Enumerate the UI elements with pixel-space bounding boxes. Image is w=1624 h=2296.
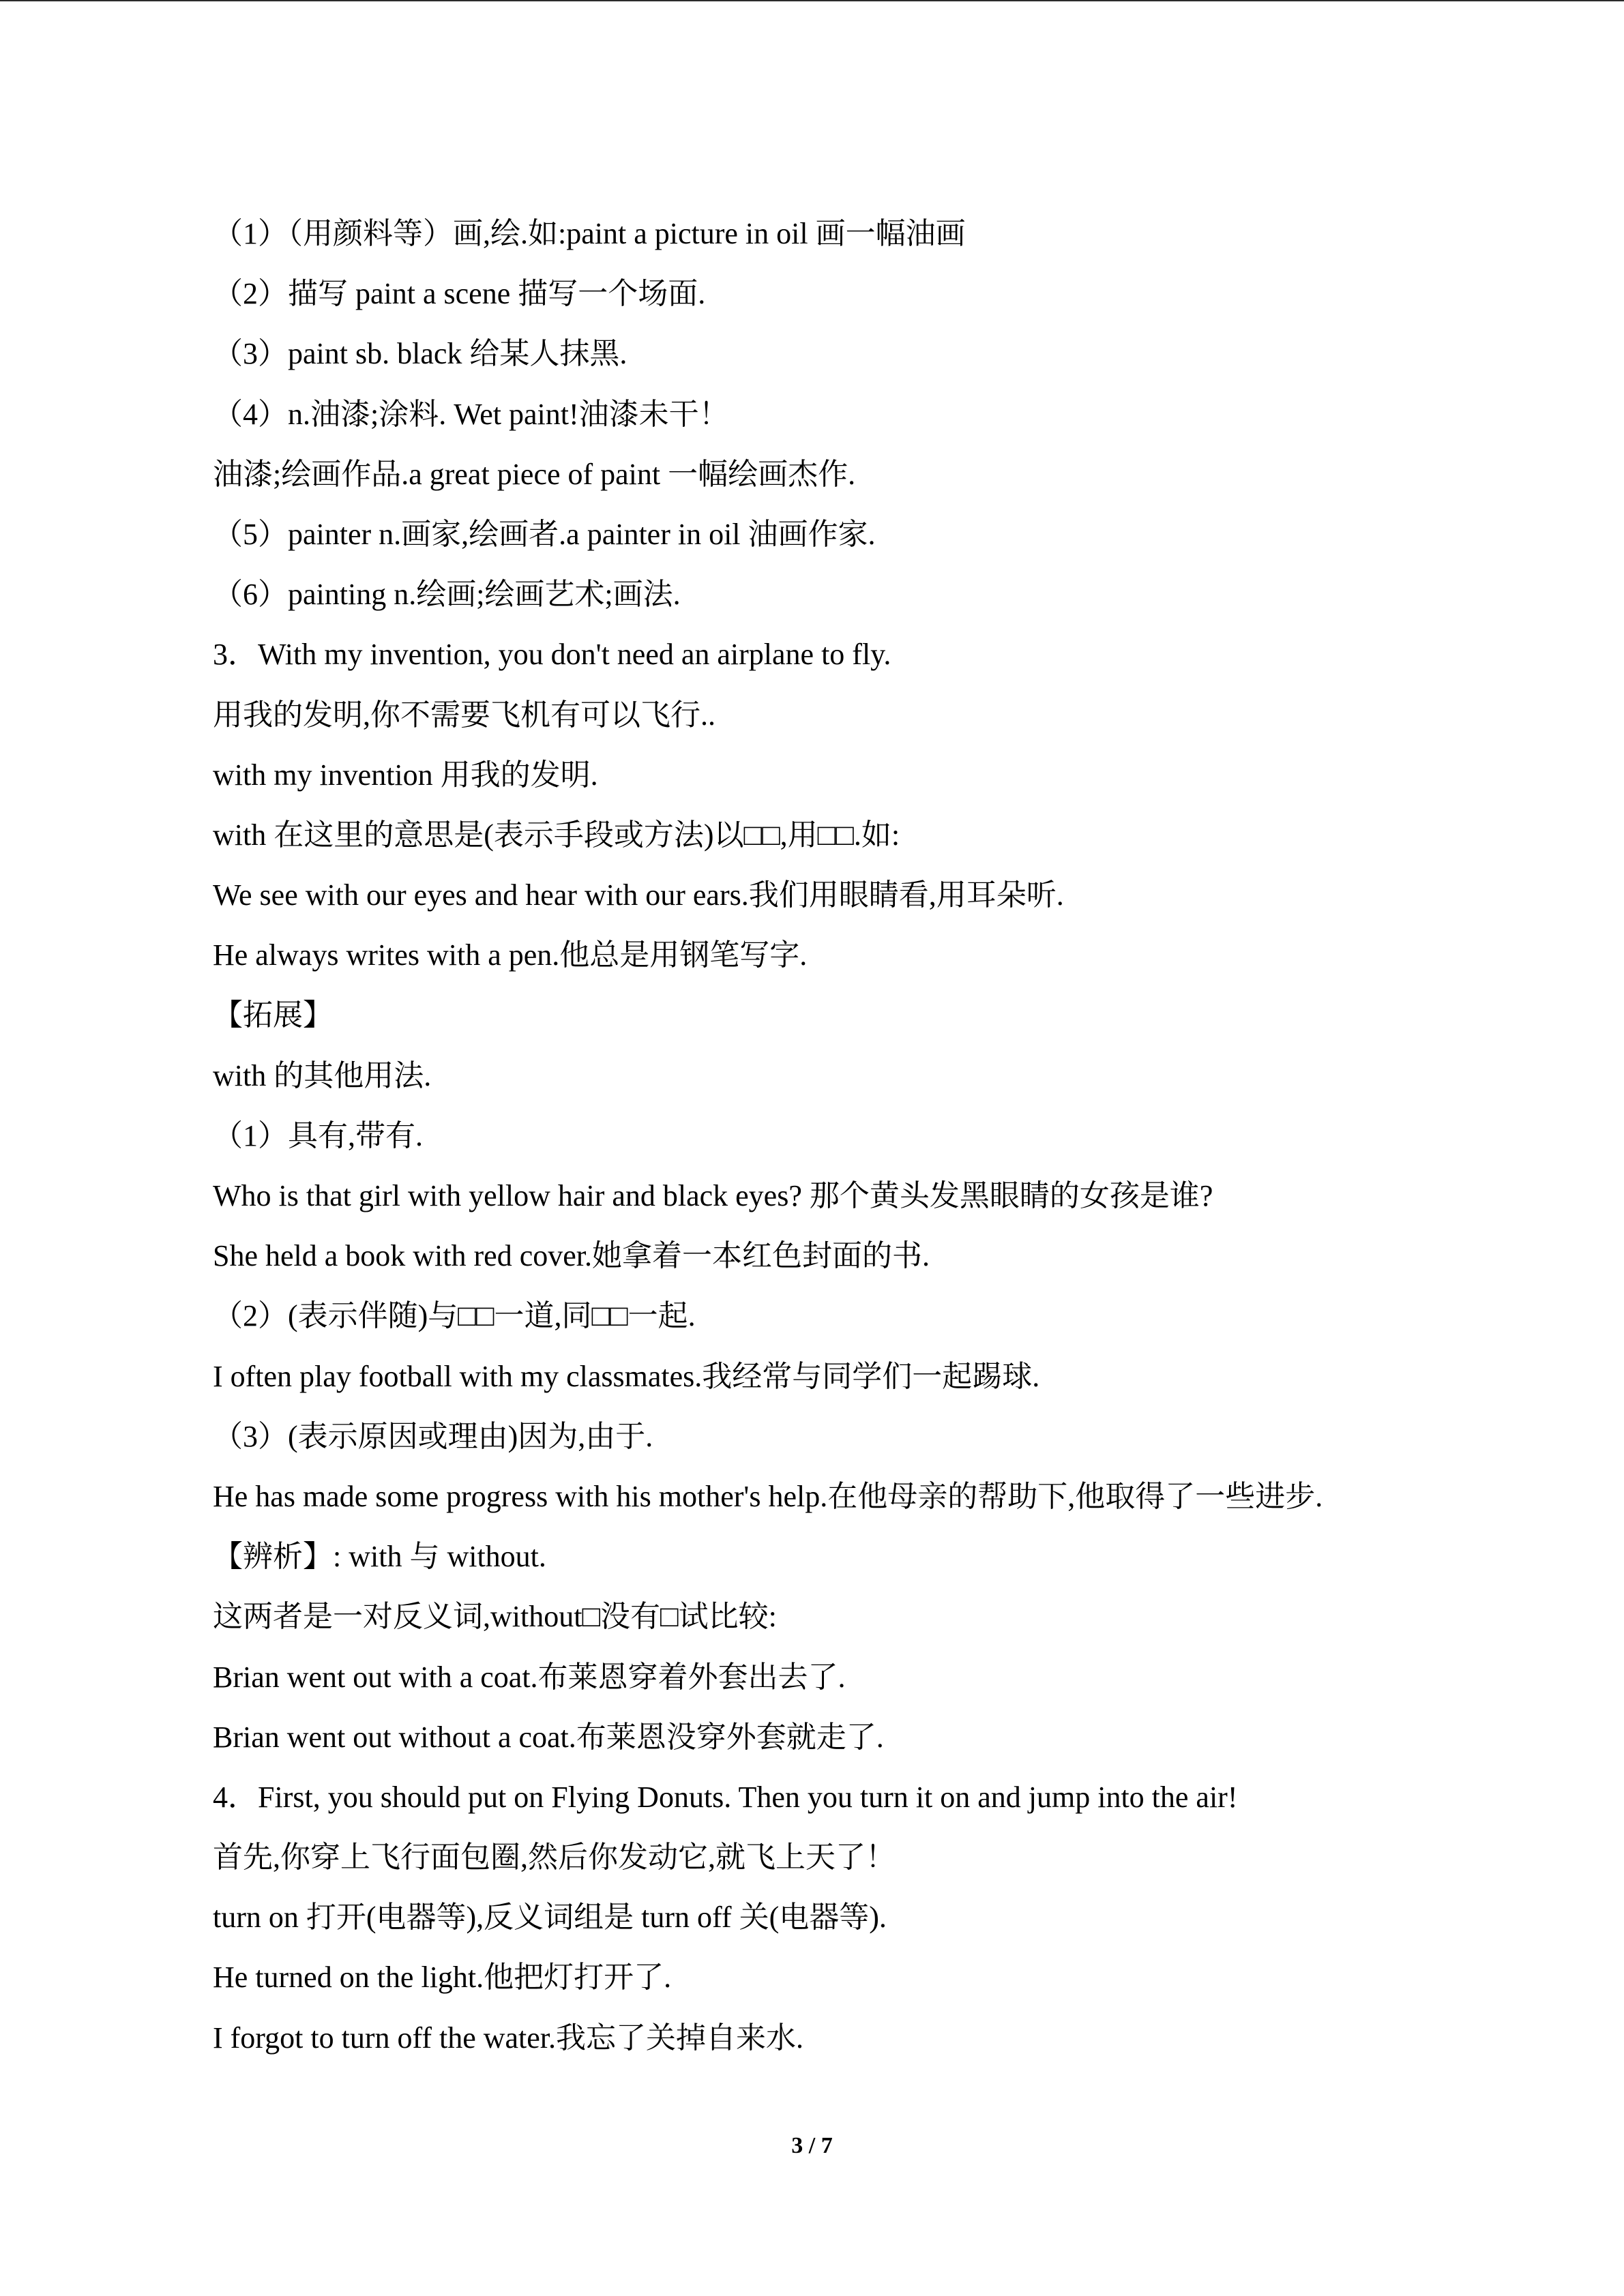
text-line: 这两者是一对反义词,without□没有□试比较: [213,1600,777,1634]
page-top-border [0,0,1624,1]
example-sentence: He has made some progress with his mother's help.在他母亲的帮助下,他取得了一些进步. [213,1479,1323,1513]
text-line: （1）（用颜料等）画,绘.如:paint a picture in oil 画一幅油画 [213,217,966,250]
example-sentence: Brian went out with a coat.布莱恩穿着外套出去了. [213,1660,846,1694]
text-line: （1）具有,带有. [213,1118,423,1152]
example-sentence: I often play football with my classmates.我经常与同学们一起踢球. [213,1359,1040,1393]
text-line: 首先,你穿上飞行面包圈,然后你发动它,就飞上天了！ [213,1840,896,1875]
example-sentence: We see with our eyes and hear with our ears.我们用眼睛看,用耳朵听. [213,878,1064,912]
text-line: with 在这里的意思是(表示手段或方法)以□□,用□□.如: [213,818,900,852]
text-line: 用我的发明,你不需要飞机有可以飞行.. [213,698,715,732]
text-line: （4）n.油漆;涂料. Wet paint!油漆未干！ [213,397,729,431]
example-sentence: He turned on the light.他把灯打开了. [213,1960,672,1995]
example-sentence: Brian went out without a coat.布莱恩没穿外套就走了. [213,1720,884,1754]
analysis-heading: 【辨析】: with 与 without. [213,1540,546,1574]
text-line: （3）(表示原因或理由)因为,由于. [213,1419,653,1453]
text-line: （6）painting n.绘画;绘画艺术;画法. [213,578,681,612]
text-line: with my invention 用我的发明. [213,758,598,792]
section-heading-3: 3．With my invention, you don't need an airplane to fly. [213,638,891,672]
example-sentence: I forgot to turn off the water.我忘了关掉自来水. [213,2021,804,2055]
example-sentence: Who is that girl with yellow hair and black eyes? 那个黄头发黑眼睛的女孩是谁? [213,1179,1213,1212]
text-line: with 的其他用法. [213,1058,432,1092]
document-body [213,210,1509,2074]
page-number: 3 / 7 [791,2133,833,2158]
text-line: （5）painter n.画家,绘画者.a painter in oil 油画作家. [213,517,876,551]
extension-heading: 【拓展】 [213,998,333,1032]
text-line: （3）paint sb. black 给某人抹黑. [213,337,628,371]
text-line: turn on 打开(电器等),反义词组是 turn off 关(电器等). [213,1900,887,1935]
example-sentence: He always writes with a pen.他总是用钢笔写字. [213,938,808,972]
text-line: （2）(表示伴随)与□□一道,同□□一起. [213,1299,696,1333]
section-heading-4: 4．First, you should put on Flying Donuts. Then you turn it on and jump into the air! [213,1780,1238,1814]
text-line: （2）描写 paint a scene 描写一个场面. [213,277,706,311]
text-line: 油漆;绘画作品.a great piece of paint 一幅绘画杰作. [213,457,856,491]
example-sentence: She held a book with red cover.她拿着一本红色封面的书. [213,1239,930,1273]
